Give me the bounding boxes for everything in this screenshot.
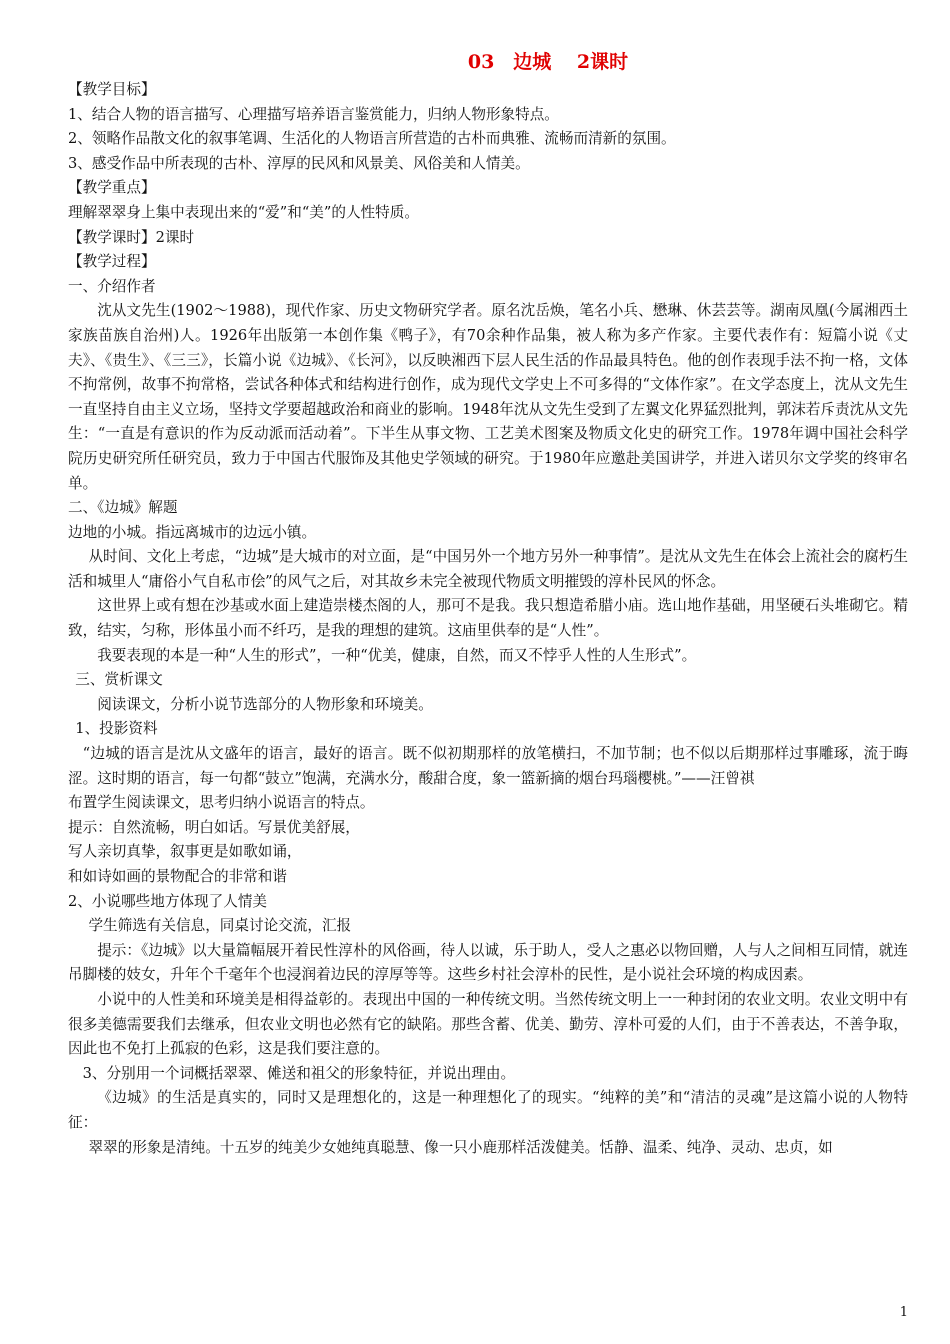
hint-line: 写人亲切真挚，叙事更是如歌如诵， [68,843,302,861]
reading-task: 阅读课文，分析小说节选部分的人物形象和环境美。 [97,695,433,713]
focus-text: 理解翠翠身上集中表现出来的“爱”和“美”的人性特质。 [68,203,419,221]
author-quote-paragraph: 我要表现的本是一种“人生的形式”，一种“优美，健康，自然，而又不悖乎人性的人生形式”。 [97,646,697,664]
hint-line: 和如诗如画的景物配合的非常和谐 [68,868,287,885]
subsection-heading: 1、投影资料 [75,720,158,738]
section-heading: 三、赏析课文 [75,671,163,689]
title-explanation-line: 边地的小城。指远离城市的边远小镇。 [68,523,317,541]
hint-line: 提示：自然流畅，明白如话。写景优美舒展， [68,818,360,836]
document-title: 03 边城 2课时 [467,51,629,73]
task-line: 布置学生阅读课文，思考归纳小说语言的特点。 [68,794,375,812]
author-paragraph: 沈从文先生(1902～1988)，现代作家、历史文物研究学者。原名沈岳焕，笔名小兵、懋琳、休芸芸等。湖南凤凰(今属湘西土家族苗族自治州)人。1926年出版第一本创作集《鸭子》，有70余种作品集，被人称为多产作家。主要代表作有：短篇小说《丈夫》、《贵生》、《三三》，长篇小说《边城》、《长河》，以反映湘西下层人民生活的作品最具特色。他的创作表现手法不拘一格，文体不拘常例，故事不拘常格，尝试各种体式和结构进行创作，成为现代文学史上不可多得的“文体作家”。在文学态度上，沈从文先生一直坚持自由主义立场，坚持文学要超越政治和商业的影响。1948年沈从文先生受到了左翼文化界猛烈批判，郭沫若斥责沈从文先生：“一直是有意识的作为反动派而活动着”。下半生从事文物、工艺美术图案及物质文化史的研究工作。1978年调中国社会科学院历史研究所任研究员，致力于中国古代服饰及其他史学领域的研究。于1980年应邀赴美国讲学，并进入诺贝尔文学奖的终审名单。 [68,302,908,492]
document-page [68,48,908,1160]
task-line: 学生筛选有关信息，同桌讨论交流，汇报 [88,917,352,935]
body-paragraph: 翠翠的形象是清纯。十五岁的纯美少女她纯真聪慧、像一只小鹿那样活泼健美。恬静、温柔、纯净、灵动、忠贞，如 [88,1138,833,1156]
subsection-heading: 2、小说哪些地方体现了人情美 [68,892,268,910]
author-quote-paragraph: 这世界上或有想在沙基或水面上建造崇楼杰阁的人，那可不是我。我只想造希腊小庙。选山地作基础，用坚硬石头堆砌它。精致，结实，匀称，形体虽小而不纤巧，是我的理想的建筑。这庙里供奉的是“人性”。 [68,597,908,640]
process-heading: 【教学过程】 [68,253,156,271]
objective-item: 1、结合人物的语言描写、心理描写培养语言鉴赏能力，归纳人物形象特点。 [68,105,559,123]
objective-item: 3、感受作品中所表现的古朴、淳厚的民风和风景美、风俗美和人情美。 [68,154,530,172]
subsection-heading: 3、分别用一个词概括翠翠、傩送和祖父的形象特征，并说出理由。 [82,1064,516,1082]
objective-item: 2、领略作品散文化的叙事笔调、生活化的人物语言所营造的古朴而典雅、流畅而清新的氛围。 [68,130,676,148]
page-number: 1 [899,1305,908,1320]
quote-paragraph: “边城的语言是沈从文盛年的语言，最好的语言。既不似初期那样的放笔横扫，不加节制；也不似以后期那样过事雕琢，流于晦涩。这时期的语言，每一句都“鼓立”饱满，充满水分，酸甜合度，象一篮新摘的烟台玛瑙樱桃。”——汪曾祺 [68,745,908,787]
objectives-heading: 【教学目标】 [68,81,156,98]
hint-paragraph: 提示：《边城》以大量篇幅展开着民性淳朴的风俗画，待人以诚，乐于助人，受人之惠必以物回赠，人与人之间相互同情，就连吊脚楼的妓女，升年个千毫年个也浸润着边民的淳厚等等。这些乡村社会淳朴的民性，是小说社会环境的构成因素。 [68,941,908,984]
body-paragraph: 《边城》的生活是真实的，同时又是理想化的，这是一种理想化了的现实。“纯粹的美”和“清洁的灵魂”是这篇小说的人物特征： [68,1089,908,1131]
focus-heading: 【教学重点】 [68,179,156,197]
hours-line: 【教学课时】2课时 [68,228,195,246]
section-heading: 一、介绍作者 [68,277,156,295]
section-heading: 二、《边城》解题 [68,499,178,517]
body-paragraph: 小说中的人性美和环境美是相得益彰的。表现出中国的一种传统文明。当然传统文明上一一种封闭的农业文明。农业文明中有很多美德需要我们去继承，但农业文明也必然有它的缺陷。那些含蓄、优美、勤劳、淳朴可爱的人们，由于不善表达，不善争取，因此也不免打上孤寂的色彩，这是我们要注意的。 [68,990,908,1058]
title-explanation-paragraph: 从时间、文化上考虑，“边城”是大城市的对立面，是“中国另外一个地方另外一种事情”。是沈从文先生在体会上流社会的腐朽生活和城里人“庸俗小气自私市侩”的风气之后，对其故乡未完全被现代物质文明摧毁的淳朴民风的怀念。 [68,548,908,590]
